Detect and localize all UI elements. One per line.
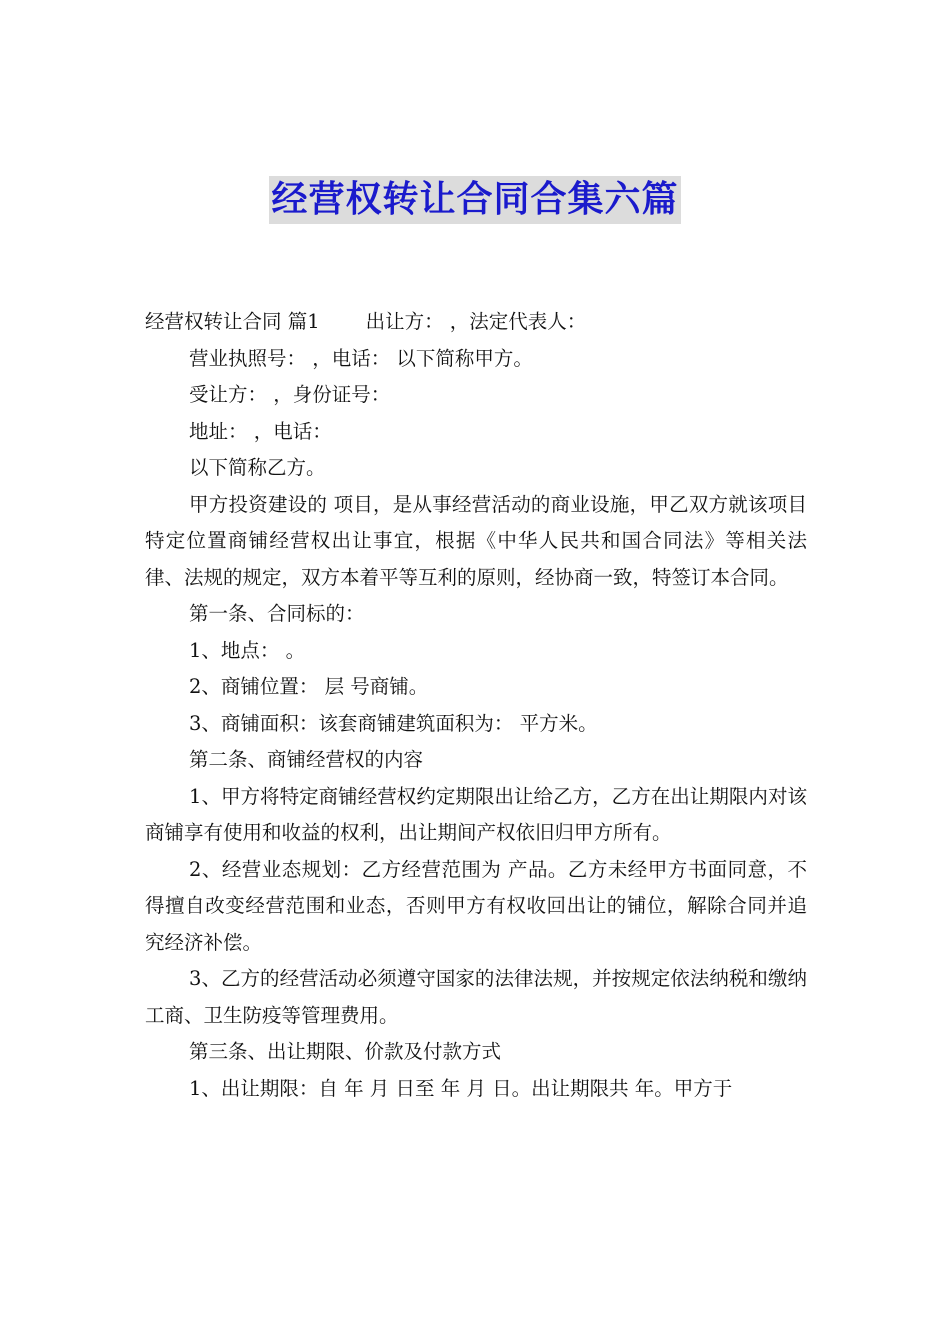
paragraph: 受让方： ，身份证号： [189, 383, 391, 406]
paragraph: 1、出让期限：自 年 月 日至 年 月 日。出让期限共 年。甲方于 [189, 1076, 733, 1100]
paragraph: 第三条、出让期限、价款及付款方式 [189, 1040, 502, 1063]
paragraph: 1、地点： 。 [189, 638, 306, 662]
section-heading: 经营权转让合同 篇1 [145, 310, 320, 333]
heading-rest: 出让方： ，法定代表人： [365, 310, 587, 333]
document-body [145, 304, 807, 1107]
paragraph: 以下简称乙方。 [189, 456, 326, 479]
paragraph: 第一条、合同标的： [189, 602, 365, 625]
heading-line [145, 304, 807, 341]
paragraph: 2、经营业态规划：乙方经营范围为 产品。乙方未经甲方书面同意，不得擅自改变经营范围和业态，否则甲方有权收回出让的铺位，解除合同并追究经济补偿。 [145, 857, 807, 954]
paragraph: 第二条、商铺经营权的内容 [189, 748, 424, 771]
paragraph: 地址： ，电话： [189, 419, 332, 443]
document-title: 经营权转让合同合集六篇 [269, 176, 680, 224]
paragraph: 1、甲方将特定商铺经营权约定期限出让给乙方，乙方在出让期限内对该商铺享有使用和收益的权利，出让期间产权依旧归甲方所有。 [145, 784, 807, 844]
title-wrap [0, 176, 950, 224]
paragraph: 2、商铺位置： 层 号商铺。 [189, 675, 429, 698]
paragraph: 甲方投资建设的 项目，是从事经营活动的商业设施，甲乙双方就该项目特定位置商铺经营权出让事宜，根据《中华人民共和国合同法》等相关法律、法规的规定，双方本着平等互利的原则，经协商一致，特签订本合同。 [145, 492, 807, 589]
paragraph: 营业执照号： ，电话： 以下简称甲方。 [189, 346, 533, 370]
paragraph: 3、乙方的经营活动必须遵守国家的法律法规，并按规定依法纳税和缴纳工商、卫生防疫等管理费用。 [145, 967, 807, 1027]
paragraph: 3、商铺面积：该套商铺建筑面积为： 平方米。 [189, 711, 598, 735]
